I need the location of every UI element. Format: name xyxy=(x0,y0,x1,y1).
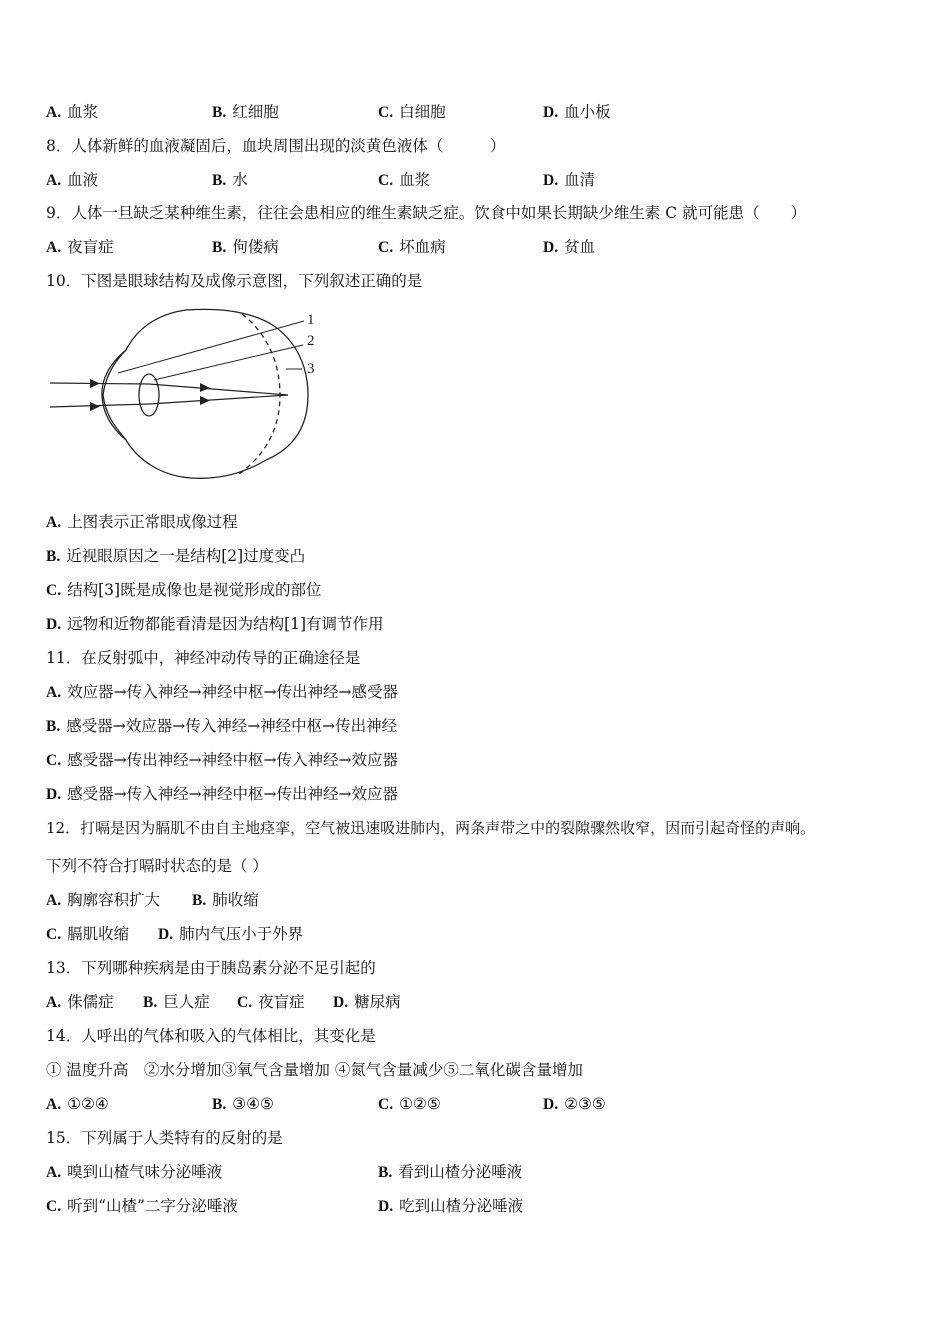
eyeball-diagram-svg xyxy=(46,300,336,485)
sclera-right xyxy=(266,324,308,460)
arrow-upper-left xyxy=(90,379,100,388)
eyeball-diagram xyxy=(46,300,336,485)
q15-option-d: D. 吃到山楂分泌唾液 xyxy=(378,1197,524,1215)
ray-refracted-upper xyxy=(149,384,288,395)
q13-option-a: A. 侏儒症 xyxy=(46,993,114,1011)
arrow-lower-right xyxy=(200,396,210,405)
q8-option-a: A. 血液 xyxy=(46,171,99,189)
q13-option-c: C. 夜盲症 xyxy=(237,993,305,1011)
q13-stem: 13．下列哪种疾病是由于胰岛素分泌不足引起的 xyxy=(46,959,376,977)
q12-stem: 12．打嗝是因为膈肌不由自主地痉挛，空气被迅速吸进肺内，两条声带之中的裂隙骤然收窄，因而引起奇怪的声响。 xyxy=(46,819,816,837)
q11-option-b: B. 感受器→效应器→传入神经→神经中枢→传出神经 xyxy=(46,717,398,735)
q11-option-c: C. 感受器→传出神经→神经中枢→传入神经→效应器 xyxy=(46,751,399,769)
leader-line-1 xyxy=(118,321,304,373)
q14-option-b: B. ③④⑤ xyxy=(212,1095,274,1113)
q11-stem: 11．在反射弧中，神经冲动传导的正确途径是 xyxy=(46,649,361,667)
label-1: 1 xyxy=(307,312,315,328)
q10-option-b: B. 近视眼原因之一是结构[2]过度变凸 xyxy=(46,547,306,565)
q15-option-b: B. 看到山楂分泌唾液 xyxy=(378,1163,523,1181)
q13-option-d: D. 糖尿病 xyxy=(333,993,401,1011)
label-3: 3 xyxy=(307,361,315,377)
q9-option-c: C. 坏血病 xyxy=(378,238,446,256)
q12-stem-2: 下列不符合打嗝时状态的是（ ） xyxy=(46,857,268,875)
leader-line-2 xyxy=(154,345,303,380)
arrow-lower-left xyxy=(90,402,100,411)
q15-option-c: C. 听到“山楂”二字分泌唾液 xyxy=(46,1197,238,1215)
q13-option-b: B. 巨人症 xyxy=(143,993,210,1011)
ray-refracted-lower xyxy=(149,395,288,404)
q9-option-a: A. 夜盲症 xyxy=(46,238,114,256)
cornea xyxy=(102,350,126,440)
q9-option-b: B. 佝偻病 xyxy=(212,238,279,256)
q11-option-d: D. 感受器→传入神经→神经中枢→传出神经→效应器 xyxy=(46,785,399,803)
q10-option-a: A. 上图表示正常眼成像过程 xyxy=(46,513,238,531)
q7-option-c: C. 白细胞 xyxy=(378,103,446,121)
q8-option-c: C. 血浆 xyxy=(378,171,431,189)
q11-option-a: A. 效应器→传入神经→神经中枢→传出神经→感受器 xyxy=(46,683,399,701)
eyeball-outline xyxy=(103,309,271,478)
q10-option-d: D. 远物和近物都能看清是因为结构[1]有调节作用 xyxy=(46,615,384,633)
q12-option-b: B. 肺收缩 xyxy=(192,891,259,909)
q15-option-a: A. 嗅到山楂气味分泌唾液 xyxy=(46,1163,223,1181)
label-2: 2 xyxy=(307,333,315,349)
q7-option-b: B. 红细胞 xyxy=(212,103,279,121)
q14-option-a: A. ①②④ xyxy=(46,1095,109,1113)
q8-option-d: D. 血清 xyxy=(543,171,596,189)
q8-option-b: B. 水 xyxy=(212,171,248,189)
q14-stem: 14．人呼出的气体和吸入的气体相比，其变化是 xyxy=(46,1027,376,1045)
arrow-upper-right xyxy=(200,383,210,392)
q9-option-d: D. 贫血 xyxy=(543,238,596,256)
q12-option-d: D. 肺内气压小于外界 xyxy=(158,925,304,943)
q14-option-c: C. ①②⑤ xyxy=(378,1095,441,1113)
q8-stem: 8．人体新鲜的血液凝固后，血块周围出现的淡黄色液体（ ） xyxy=(46,137,506,155)
q14-option-d: D. ②③⑤ xyxy=(543,1095,606,1113)
q12-option-a: A. 胸廓容积扩大 xyxy=(46,891,161,909)
lens xyxy=(139,374,159,416)
q7-option-d: D. 血小板 xyxy=(543,103,611,121)
q10-option-c: C. 结构[3]既是成像也是视觉形成的部位 xyxy=(46,581,322,599)
q10-stem: 10．下图是眼球结构及成像示意图，下列叙述正确的是 xyxy=(46,272,423,290)
q14-items: ① 温度升高 ②水分增加③氧气含量增加 ④氮气含量减少⑤二氧化碳含量增加 xyxy=(46,1061,583,1079)
q12-option-c: C. 膈肌收缩 xyxy=(46,925,130,943)
q7-option-a: A. 血浆 xyxy=(46,103,99,121)
q9-stem: 9．人体一旦缺乏某种维生素，往往会患相应的维生素缺乏症。饮食中如果长期缺少维生素 C 就可能患（ ） xyxy=(46,204,807,222)
q15-stem: 15．下列属于人类特有的反射的是 xyxy=(46,1129,283,1147)
